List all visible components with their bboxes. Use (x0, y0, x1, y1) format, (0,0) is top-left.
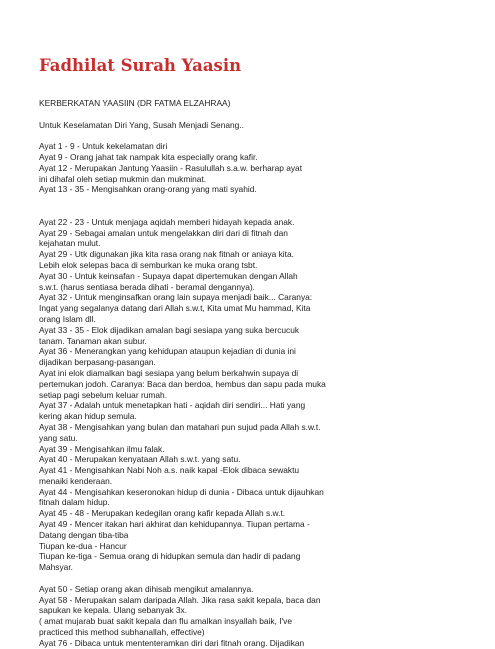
text-line: Mahsyar. (39, 562, 73, 573)
text-line: pertemukan jodoh. Caranya: Baca dan berdoa, hembus dan sapu pada muka (39, 378, 326, 389)
text-line: Ayat 58 - Merupakan salam daripada Allah. Jika rasa sakit kepala, baca dan (39, 594, 321, 605)
text-line: sapukan ke kepala. Ulang sebanyak 3x. (39, 605, 188, 616)
text-line: Ayat 32 - Untuk menginsafkan orang lain supaya menjadi baik... Caranya: (39, 292, 313, 303)
text-line: yang satu. (39, 432, 78, 443)
text-line: Ayat 12 - Merupakan Jantung Yaasiin - Rasulullah s.a.w. berharap ayat (39, 162, 303, 173)
text-line: Ayat 22 - 23 - Untuk menjaga aqidah memberi hidayah kepada anak. (39, 216, 295, 227)
text-line: Ayat 49 - Mencer itakan hari akhirat dan kehidupannya. Tiupan pertama - (39, 519, 310, 530)
text-line: Tiupan ke-tiga - Semua orang di hidupkan semula dan hadir di padang (39, 551, 301, 562)
section-heading: KERBERKATAN YAASIIN (DR FATMA ELZAHRAA) (39, 98, 231, 108)
text-line: Ingat yang segalanya datang dari Allah s.w.t, Kita umat Mu hammad, Kita (39, 303, 311, 314)
text-line: Ayat 29 - Sebagai amalan untuk mengelakkan diri dari di fitnah dan (39, 227, 288, 238)
document-title: Fadhilat Surah Yaasin (39, 56, 242, 75)
text-line: Ayat 33 - 35 - Elok dijadikan amalan bagi sesiapa yang suka bercucuk (39, 324, 300, 335)
text-line: orang Islam dll. (39, 313, 96, 324)
text-line: Ayat 30 - Untuk keinsafan - Supaya dapat dipertemukan dengan Allah (39, 270, 298, 281)
spacer (39, 109, 479, 120)
text-line: ini dihafal oleh setiap mukmin dan mukminat. (39, 173, 207, 184)
text-line: Datang dengan tiba-tiba (39, 529, 129, 540)
text-line: Ayat 29 - Utk digunakan jika kita rasa orang nak fitnah or aniaya kita. (39, 249, 294, 260)
text-line: tanam. Tanaman akan subur. (39, 335, 147, 346)
text-line: Ayat 37 - Adalah untuk menetapkan hati - aqidah diri sendiri... Hati yang (39, 400, 306, 411)
text-line: Lebih elok selepas baca di semburkan ke muka orang tsbt. (39, 259, 258, 270)
text-line: setiap pagi sebelum keluar rumah. (39, 389, 168, 400)
text-line: Ayat 1 - 9 - Untuk kekelamatan diri (39, 141, 168, 152)
text-line: Ayat 40 - Merupakan kenyataan Allah s.w.t. yang satu. (39, 454, 241, 465)
text-line: Ayat 36 - Menerangkan yang kehidupan ataupun kejadian di dunia ini (39, 346, 296, 357)
text-line: practiced this method subhanallah, effective) (39, 627, 205, 638)
text-line: Tiupan ke-dua - Hancur (39, 540, 127, 551)
spacer (39, 130, 479, 141)
section-3 (39, 584, 479, 649)
text-line: s.w.t. (harus sentiasa berada dihati - beramal dengannya). (39, 281, 256, 292)
text-line: Ayat 50 - Setiap orang akan dihisab mengikut amalannya. (39, 583, 254, 594)
intro-line: Untuk Keselamatan Diri Yang, Susah Menjadi Senang.. (39, 119, 244, 130)
text-line: Ayat 45 - 48 - Merupakan kedegilan orang kafir kepada Allah s.w.t. (39, 508, 286, 519)
document-body (39, 98, 479, 649)
text-line: Ayat 9 - Orang jahat tak nampak kita especially orang kafir. (39, 151, 258, 162)
text-line: Ayat 41 - Mengisahkan Nabi Noh a.s. naik kapal -Elok dibaca sewaktu (39, 465, 300, 476)
text-line: Ayat 44 - Mengisahkan keseronokan hidup di dunia - Dibaca untuk dijauhkan (39, 486, 324, 497)
spacer (39, 195, 479, 217)
text-line: kejahatan mulut. (39, 238, 101, 249)
spacer (39, 573, 479, 584)
text-line: dijadikan berpasang-pasangan. (39, 357, 156, 368)
text-line: Ayat 39 - Mengisahkan ilmu falak. (39, 443, 165, 454)
text-line: Ayat ini elok diamalkan bagi sesiapa yang belum berkahwin supaya di (39, 367, 299, 378)
text-line: Ayat 38 - Mengisahkan yang bulan dan matahari pun sujud pada Allah s.w.t. (39, 421, 321, 432)
section-1 (39, 141, 479, 195)
text-line: fitnah dalam hidup. (39, 497, 110, 508)
section-2 (39, 217, 479, 573)
text-line: Ayat 76 - Dibaca untuk mententeramkan diri dari fitnah orang. Dijadikan (39, 637, 305, 648)
text-line: kering akan hidup semula. (39, 411, 137, 422)
text-line: menaiki kenderaan. (39, 475, 113, 486)
text-line: ( amat mujarab buat sakit kepala dan flu amalkan insyallah baik, I've (39, 616, 292, 627)
text-line: Ayat 13 - 35 - Mengisahkan orang-orang yang mati syahid. (39, 184, 257, 195)
